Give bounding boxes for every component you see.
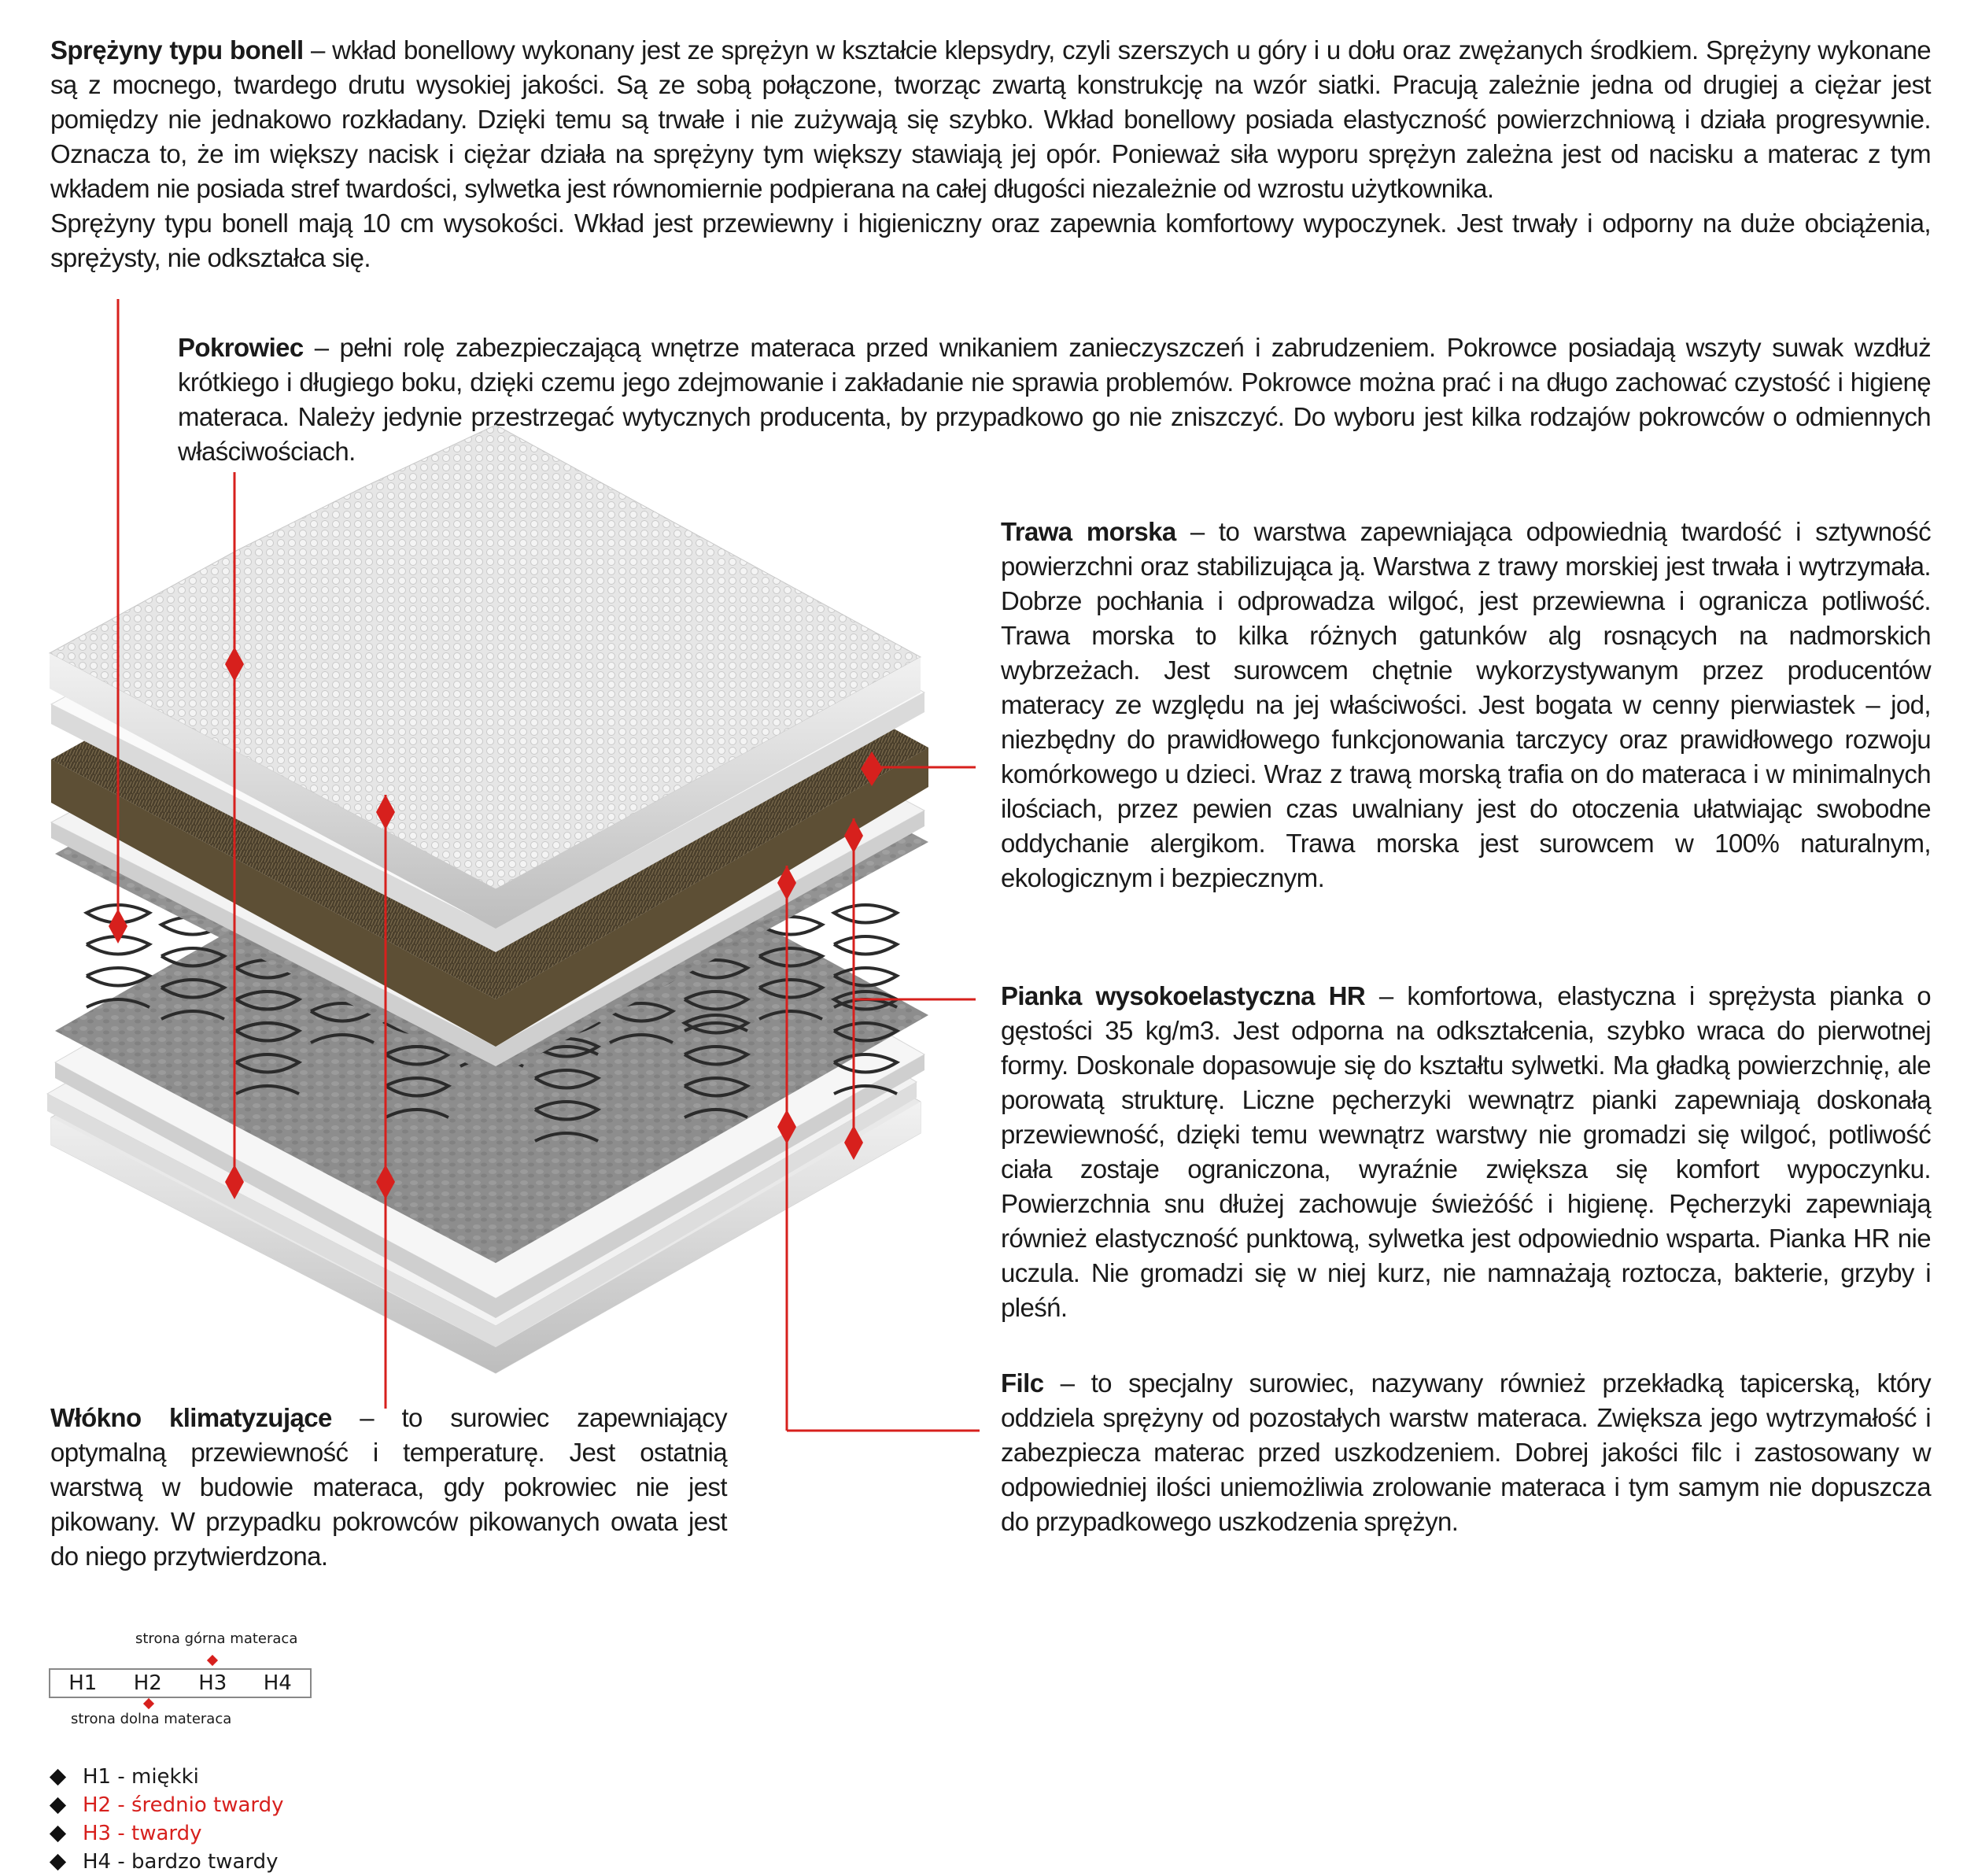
legend-item [47, 1848, 284, 1876]
firmness-scale [47, 1630, 330, 1733]
scale-box [49, 1668, 312, 1698]
pokrowiec-heading: Pokrowiec [178, 333, 304, 362]
firmness-legend [47, 1763, 284, 1876]
trawa-text: – to warstwa zapewniająca odpowiednią twardość i sztywność powierzchni oraz stabilizująca ją. Warstwa z trawy morskiej jest trwała i wytrzymała. Dobrze pochłania i odprowadza wilgoć, jest przewiewna i ogranicza potliwość. Trawa morska to kilka różnych gatunków alg rosnących na nadmorskich wybrzeżach. Jest surowcem chętnie wykorzystywanym przez producentów materacy ze względu na jej właściwości. Jest bogata w cenny pierwiastek – jod, niezbędny do prawidłowego funkcjonowania tarczycy oraz prawidłowego rozwoju komórkowego u dzieci. Wraz z trawą morską trafia on do materaca i w minimalnych ilościach, przez pewien czas uwalniany jest do otoczenia ułatwiając swobodne oddychanie alergikom. Trawa morska jest surowcem w 100% naturalnym, ekologicznym i bezpiecznym. [1001, 517, 1931, 892]
scale-top-label: strona górna materaca [135, 1630, 298, 1647]
trawa-heading: Trawa morska [1001, 517, 1176, 546]
pianka-paragraph [1001, 979, 1931, 1325]
intro-text: – wkład bonellowy wykonany jest ze sprężyn w kształcie klepsydry, czyli szerszych u góry i u dołu oraz zwężanych środkiem. Sprężyny wykonane są z mocnego, twardego drutu wysokiej jakości. Są ze sobą połączone, tworząc zwartą konstrukcję na wzór siatki. Pracują zależnie jedna od drugiej a ciężar jest pomiędzy nie jednakowo rozkładany. Dzięki temu są trwałe i nie zużywają się szybko. Wkład bonellowy posiada elastyczność powierzchniową i działa progresywnie. Oznacza to, że im większy nacisk i ciężar działa na sprężyny tym większy stawiają jej opór. Ponieważ siła wyporu sprężyn zależna jest od nacisku a materac z tym wkładem nie posiada stref twardości, sylwetka jest równomiernie podpierana na całej długości niezależnie od wzrostu użytkownika. [50, 35, 1931, 203]
diamond-bullet-icon [50, 1853, 66, 1870]
top-marker-diamond [207, 1655, 218, 1666]
legend-label: H2 - średnio twardy [83, 1793, 284, 1817]
pianka-heading: Pianka wysokoelastyczna HR [1001, 981, 1366, 1010]
diamond-bullet-icon [50, 1768, 66, 1785]
wlokno-text: – to surowiec zapewniający optymalną przewiewność i temperaturę. Jest ostatnią warstwą w budowie materaca, gdy pokrowiec nie jest pikowany. W przypadku pokrowców pikowanych owata jest do niego przytwierdzona. [50, 1403, 727, 1571]
pokrowiec-text: – pełni rolę zabezpieczającą wnętrze materaca przed wnikaniem zanieczyszczeń i zabrudzeniem. Pokrowce posiadają wszyty suwak wzdłuż krótkiego i długiego boku, dzięki czemu jego zdejmowanie i zakładanie nie sprawia problemów. Pokrowce można prać i na długo zachować czystość i higienę materaca. Należy jedynie przestrzegać wytycznych producenta, by przypadkowo go nie zniszczyć. Do wyboru jest kilka rodzajów pokrowców o odmiennych właściwościach. [178, 333, 1931, 466]
scale-bottom-label: strona dolna materaca [71, 1711, 232, 1727]
legend-label: H3 - twardy [83, 1822, 202, 1845]
mattress-layers-illustration [0, 299, 991, 1448]
intro-heading: Sprężyny typu bonell [50, 35, 304, 65]
filc-paragraph [1001, 1366, 1931, 1539]
filc-text: – to specjalny surowiec, nazywany również przekładką tapicerską, który oddziela sprężyny od pozostałych warstw materaca. Zwiększa jego wytrzymałość i zabezpiecza materac przed uszkodzeniem. Dobrej jakości filc i zastosowany w odpowiedniej ilości uniemożliwia zrolowanie materaca i tym samym nie dopuszcza do przypadkowego uszkodzenia sprężyn. [1001, 1368, 1931, 1536]
filc-heading: Filc [1001, 1368, 1044, 1398]
legend-item [47, 1819, 284, 1848]
scale-level: H4 [263, 1671, 292, 1695]
diamond-bullet-icon [50, 1797, 66, 1813]
trawa-paragraph [1001, 515, 1931, 896]
bottom-marker-diamond [143, 1698, 154, 1709]
legend-item [47, 1791, 284, 1819]
wlokno-heading: Włókno klimatyzujące [50, 1403, 332, 1432]
pianka-text: – komfortowa, elastyczna i sprężysta pianka o gęstości 35 kg/m3. Jest odporna na odkształcenia, szybko wraca do pierwotnej formy. Doskonale dopasowuje się do kształtu sylwetki. Ma gładką powierzchnię, ale porowatą strukturę. Liczne pęcherzyki wewnątrz pianki zapewniają doskonałą przewiewność, dzięki temu wewnątrz warstwy nie gromadzi się wilgoć, potliwość ciała zostaje ograniczona, wyraźnie zwiększa się komfort wypoczynku. Powierzchnia snu dłużej zachowuje świeżóść i higienę. Pęcherzyki zapewniają również elastyczność punktową, sylwetka jest odpowiednio wsparta. Pianka HR nie uczula. Nie gromadzi się w niej kurz, nie namnażają roztocza, bakterie, grzyby i pleśń. [1001, 981, 1931, 1322]
intro-paragraph [50, 33, 1931, 275]
scale-level: H1 [68, 1671, 98, 1695]
legend-label: H1 - miękki [83, 1765, 199, 1789]
legend-label: H4 - bardzo twardy [83, 1850, 279, 1874]
diamond-bullet-icon [50, 1825, 66, 1841]
intro-text-2: Sprężyny typu bonell mają 10 cm wysokości. Wkład jest przewiewny i higieniczny oraz zapewnia komfortowy wypoczynek. Jest trwały i odporny na duże obciążenia, sprężysty, nie odkształca się. [50, 209, 1931, 272]
scale-level: H3 [198, 1671, 227, 1695]
legend-item [47, 1763, 284, 1791]
scale-level: H2 [133, 1671, 162, 1695]
